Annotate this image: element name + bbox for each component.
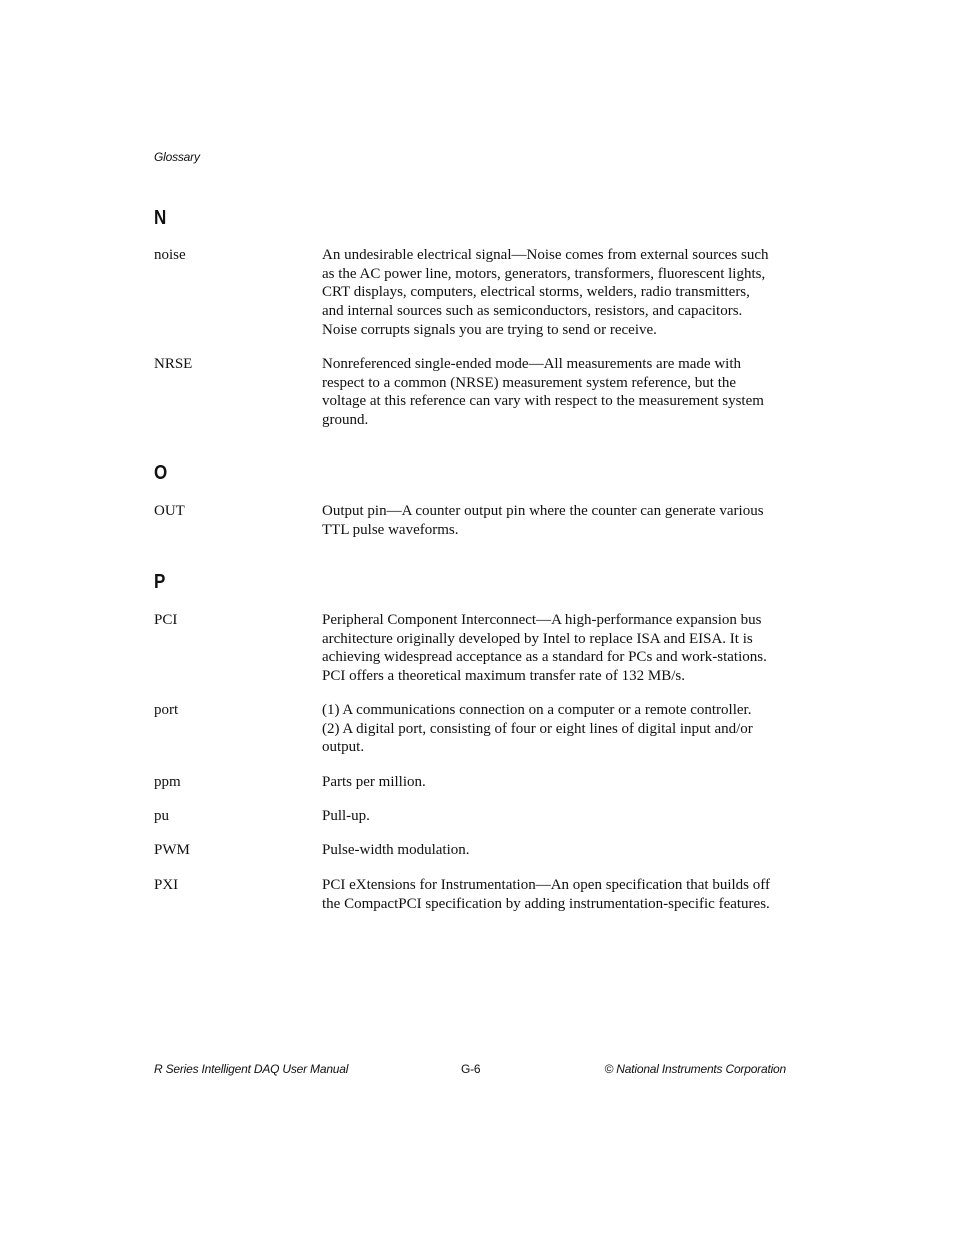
glossary-definition: Pull-up. — [322, 808, 370, 824]
glossary-term: port — [154, 702, 179, 718]
glossary-definition: Parts per million. — [322, 774, 426, 790]
glossary-definition: Output pin—A counter output pin where the counter can generate various TTL pulse waveforms. — [322, 503, 764, 538]
glossary-term: ppm — [154, 774, 181, 790]
glossary-term: NRSE — [154, 356, 193, 372]
glossary-term: noise — [154, 247, 186, 263]
glossary-definition: Nonreferenced single-ended mode—All measurements are made with respect to a common (NRSE) measurement system reference, but the voltage at this reference can vary with respect to the measurement system ground. — [322, 356, 764, 429]
glossary-term: pu — [154, 808, 169, 824]
footer-page-number: G-6 — [461, 1062, 481, 1076]
glossary-term: PXI — [154, 877, 179, 893]
glossary-definition: An undesirable electrical signal—Noise comes from external sources such as the AC power line, motors, generators, transformers, fluorescent lights, CRT displays, computers, electrical storms, welders, radio transmitters, and internal sources such as semiconductors, resistors, and capacitors. Noise corrupts signals you are trying to send or receive. — [322, 247, 769, 338]
section-letter-p: P — [154, 571, 166, 593]
glossary-term: PCI — [154, 612, 178, 628]
section-letter-n: N — [154, 207, 167, 229]
glossary-term: OUT — [154, 503, 185, 519]
glossary-definition: Pulse-width modulation. — [322, 842, 470, 858]
section-letter-o: O — [154, 462, 168, 484]
footer-manual-title: R Series Intelligent DAQ User Manual — [154, 1062, 349, 1076]
running-head: Glossary — [154, 150, 200, 164]
glossary-definition: (1) A communications connection on a computer or a remote controller. (2) A digital port, consisting of four or eight lines of digital input and/or output. — [322, 702, 753, 756]
glossary-definition: PCI eXtensions for Instrumentation—An open specification that builds off the CompactPCI specification by adding instrumentation-specific features. — [322, 877, 770, 912]
glossary-term: PWM — [154, 842, 190, 858]
glossary-definition: Peripheral Component Interconnect—A high-performance expansion bus architecture originally developed by Intel to replace ISA and EISA. It is achieving widespread acceptance as a standard for PCs and work-stations. PCI offers a theoretical maximum transfer rate of 132 MB/s. — [322, 612, 767, 685]
footer-copyright: © National Instruments Corporation — [604, 1062, 786, 1076]
